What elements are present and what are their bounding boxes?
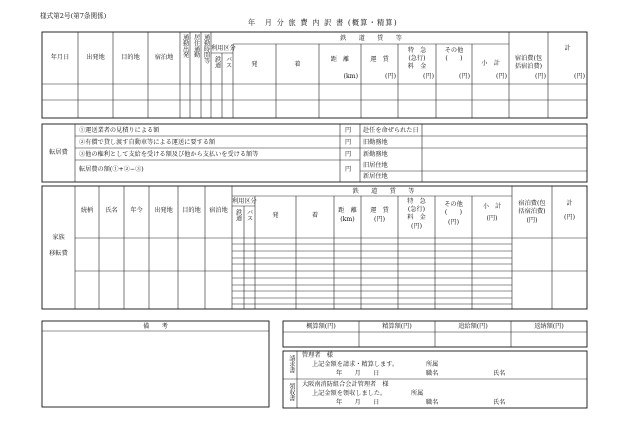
header-rail: 鉄道 <box>213 56 221 68</box>
header-family-subtotal-unit: (円) <box>486 215 498 222</box>
header-total-unit: (円) <box>573 73 585 80</box>
header-depart: 発 <box>251 61 258 68</box>
header-family-express-unit: (円) <box>410 223 422 230</box>
header-lodging-2: 括宿泊費) <box>514 63 543 70</box>
header-family-express-1: 特 急 <box>407 198 426 205</box>
header-family-fare-unit: (円) <box>373 216 385 223</box>
header-fare: 運 賃 <box>370 56 389 63</box>
header-family-express-2: (急行) <box>407 206 426 213</box>
header-fare-unit: (円) <box>384 73 396 80</box>
relocation-item-3: ③他の権利として支給を受ける額及び他から支払いを受ける額等 <box>79 151 259 158</box>
family-label-1: 家族 <box>52 234 65 241</box>
relocation-yen-4: 円 <box>345 166 352 173</box>
relocation-old-workplace: 旧勤務地 <box>363 139 388 146</box>
header-railway-fare: 鉄 道 賃 等 <box>340 35 402 42</box>
relocation-label: 転居費 <box>49 149 68 156</box>
header-name: 氏名 <box>105 207 118 214</box>
settled-amount-field[interactable] <box>360 333 434 346</box>
relocation-yen-3: 円 <box>345 151 352 158</box>
relocation-new-residence: 新居住地 <box>363 173 388 180</box>
refund-amount-label: 返納額(円) <box>534 323 564 330</box>
remarks-title: 備 考 <box>143 323 168 330</box>
header-bus: バス <box>224 56 232 68</box>
header-express-3: 料 金 <box>407 63 427 70</box>
refund-amount-field[interactable] <box>512 333 586 346</box>
header-relation: 続柄 <box>80 207 94 214</box>
estimated-amount-field[interactable] <box>284 333 358 346</box>
header-total: 計 <box>564 45 571 52</box>
invoice-name: 氏名 <box>493 370 506 377</box>
header-family-other-unit: (円) <box>447 219 459 226</box>
page-title: 年 月 分 旅 費 内 訳 書 (概算・精算) <box>248 18 398 27</box>
relocation-old-residence: 旧居住地 <box>363 162 388 169</box>
header-commute-time: 通勤時間等 <box>202 34 210 64</box>
header-age: 年令 <box>130 207 143 214</box>
form-code: 様式第2号(第7条関係) <box>40 12 107 20</box>
header-subtotal-unit: (円) <box>495 73 507 80</box>
additional-amount-field[interactable] <box>436 333 510 346</box>
header-express-2: (急行) <box>408 55 426 62</box>
header-residence-commute: 居住通勤 <box>192 34 200 58</box>
header-usage: 利用区分 <box>211 45 236 52</box>
receipt-date: 年 月 日 <box>336 399 380 406</box>
header-family-depart: 発 <box>272 212 279 219</box>
header-family-other-1: その他 <box>444 201 463 208</box>
header-family-destination: 目的地 <box>182 207 201 214</box>
header-family-fare: 運 賃 <box>370 207 389 214</box>
settled-amount-label: 精算額(円) <box>382 323 412 330</box>
header-family-origin: 出発地 <box>154 207 173 214</box>
header-lodging-1: 宿泊費(包 <box>514 55 543 62</box>
invoice-to: 管理者 様 <box>302 352 333 359</box>
header-family-lodging-2: 括宿泊費) <box>518 208 546 215</box>
relocation-yen-2: 円 <box>345 139 352 146</box>
receipt-body: 上記金額を領収しました。 <box>312 390 387 397</box>
header-family-total: 計 <box>566 200 573 207</box>
header-other-1: その他 <box>444 47 464 54</box>
relocation-item-2: ②有償で貸し渡す自動車等による運送に要する額 <box>79 139 216 146</box>
header-family-lodging: 宿泊地 <box>209 207 228 214</box>
estimated-amount-label: 概算額(円) <box>306 323 336 330</box>
header-other-2: ( ) <box>445 55 463 62</box>
header-distance-unit: (km) <box>343 73 358 80</box>
invoice-body: 上記金額を請求・精算します。 <box>312 361 399 368</box>
header-date: 年月日 <box>50 54 70 61</box>
header-family-bus: バス <box>245 209 253 221</box>
header-subtotal: 小 計 <box>481 60 500 67</box>
relocation-yen-1: 円 <box>345 127 352 134</box>
header-family-usage: 利用区分 <box>232 198 257 205</box>
invoice-affiliation: 所属 <box>426 361 439 368</box>
family-label-2: 移転費 <box>49 250 68 257</box>
relocation-item-4: 転居費の額(①+②−③) <box>79 166 144 173</box>
receipt-position: 職名 <box>426 399 439 406</box>
header-family-lodging-unit: (円) <box>526 217 538 224</box>
header-destination: 目的地 <box>121 54 140 61</box>
header-family-railway-fare: 鉄 道 賃 等 <box>352 188 415 195</box>
invoice-position: 職名 <box>426 370 439 377</box>
relocation-assigned-date: 赴任を命ぜられた日 <box>363 127 419 134</box>
receipt-to: 大阪南消防組合会計管理者 様 <box>302 381 389 388</box>
receipt-label: 領収書 <box>287 383 295 401</box>
receipt-affiliation: 所属 <box>411 390 424 397</box>
header-family-express-3: 料 金 <box>407 214 426 221</box>
header-origin: 出発地 <box>86 54 105 61</box>
header-family-total-unit: (円) <box>563 214 575 221</box>
header-family-distance-unit: (km) <box>340 216 355 223</box>
header-other-unit: (円) <box>458 73 470 80</box>
receipt-name: 氏名 <box>493 399 506 406</box>
header-family-distance: 距 離 <box>338 207 357 214</box>
relocation-new-workplace: 新勤務地 <box>363 151 388 158</box>
relocation-item-1: ①運送業者の見積りによる額 <box>79 127 160 134</box>
header-family-rail: 鉄道 <box>234 209 242 221</box>
header-commute-origin: 通勤出発 <box>181 34 189 58</box>
header-family-subtotal: 小 計 <box>482 203 502 210</box>
header-arrive: 着 <box>294 61 301 68</box>
invoice-date: 年 月 日 <box>336 370 380 377</box>
header-express-unit: (円) <box>422 73 434 80</box>
header-family-arrive: 着 <box>311 212 319 219</box>
header-family-other-2: ( ) <box>444 209 463 216</box>
header-family-lodging-1: 宿泊費(包 <box>518 200 546 207</box>
remarks-field[interactable] <box>44 333 267 405</box>
invoice-label: 請求書 <box>287 355 295 373</box>
additional-amount-label: 追給額(円) <box>458 323 488 330</box>
header-express-1: 特 急 <box>407 47 427 54</box>
header-lodging-place: 宿泊地 <box>154 54 174 61</box>
header-lodging-unit: (円) <box>534 73 546 80</box>
header-distance: 距 離 <box>330 56 350 63</box>
